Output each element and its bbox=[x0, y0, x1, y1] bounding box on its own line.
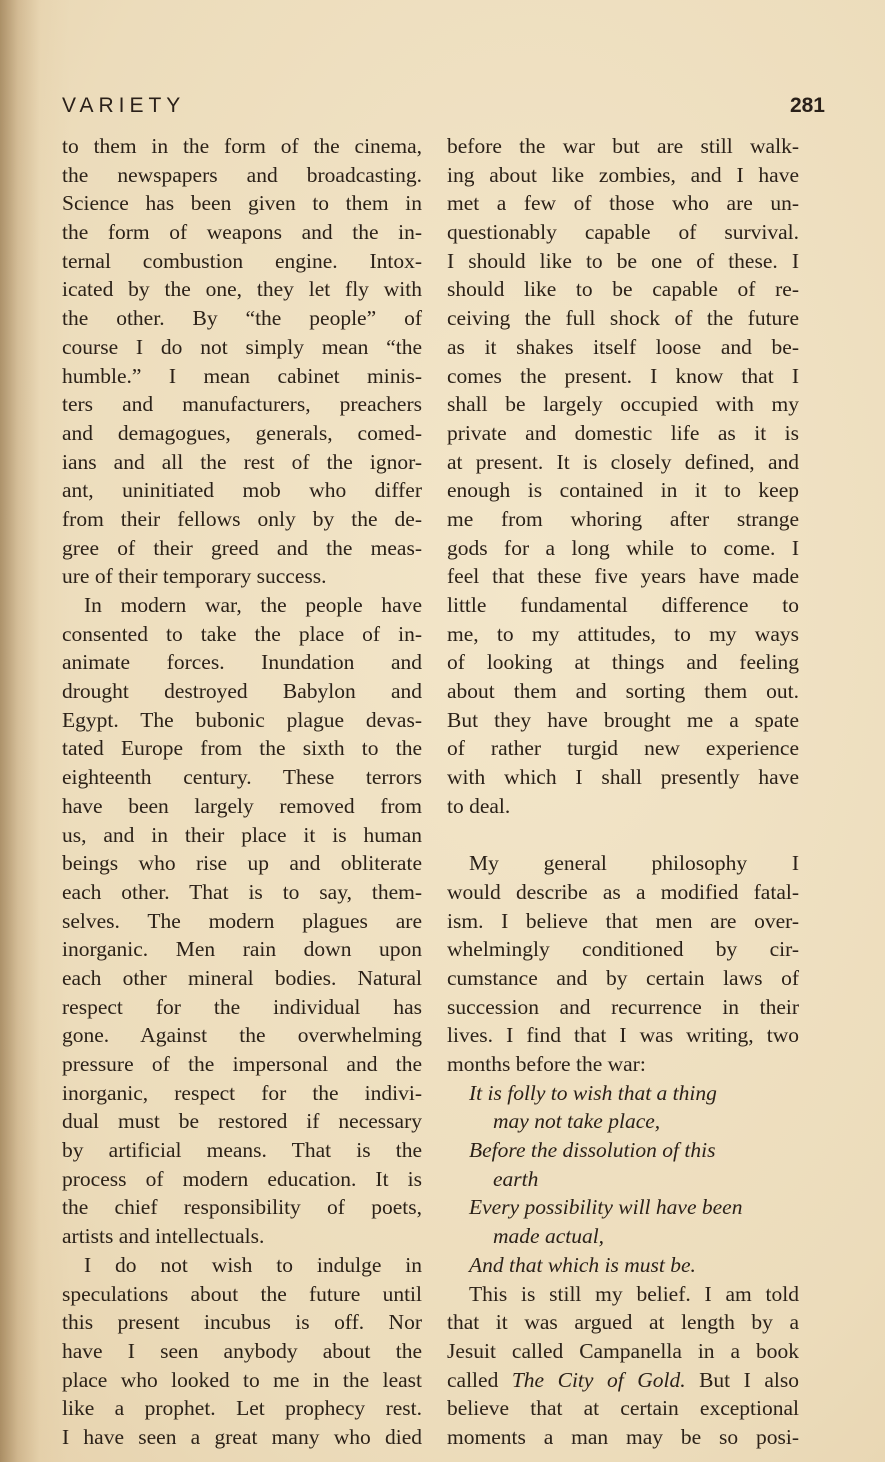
text-line: each other. That is to say, them- bbox=[62, 879, 422, 904]
text-line: inorganic, respect for the indivi- bbox=[62, 1080, 422, 1105]
text-line: whelmingly conditioned by cir- bbox=[447, 937, 799, 962]
text-line: ism. I believe that men are over- bbox=[447, 908, 799, 933]
text-line: I do not wish to indulge in bbox=[84, 1252, 422, 1277]
text-line: ians and all the rest of the ignor- bbox=[62, 449, 422, 474]
text-line: cumstance and by certain laws of bbox=[447, 965, 799, 990]
text-line: gree of their greed and the meas- bbox=[62, 535, 422, 560]
text-line: This is still my belief. I am told bbox=[469, 1281, 799, 1306]
text-line: each other mineral bodies. Natural bbox=[62, 965, 422, 990]
text-line: course I do not simply mean “the bbox=[62, 334, 422, 359]
text-line: ters and manufacturers, preachers bbox=[62, 392, 422, 417]
text-line: of looking at things and feeling bbox=[447, 650, 799, 675]
text-line: made actual, bbox=[493, 1224, 605, 1249]
text-line: I have seen a great many who died bbox=[62, 1424, 422, 1449]
right-column bbox=[447, 132, 799, 1452]
text-line: me from whoring after strange bbox=[447, 506, 799, 531]
text-line bbox=[447, 821, 799, 850]
text-line: private and domestic life as it is bbox=[447, 420, 799, 445]
text-line: questionably capable of survival. bbox=[447, 220, 799, 245]
text-line: as it shakes itself loose and be- bbox=[447, 334, 799, 359]
text-line: consented to take the place of in- bbox=[62, 621, 422, 646]
text-line: to them in the form of the cinema, bbox=[62, 134, 422, 158]
text-line: And that which is must be. bbox=[469, 1252, 696, 1277]
text-line: Before the dissolution of this bbox=[469, 1138, 716, 1163]
text-line: the newspapers and broadcasting. bbox=[62, 162, 422, 187]
text-line: inorganic. Men rain down upon bbox=[62, 937, 422, 962]
text-line: like a prophet. Let prophecy rest. bbox=[62, 1396, 422, 1421]
page-number: 281 bbox=[789, 94, 825, 117]
text-line: that it was argued at length by a bbox=[447, 1310, 799, 1335]
text-line: respect for the individual has bbox=[62, 994, 422, 1019]
text-line: ure of their temporary success. bbox=[62, 564, 327, 589]
text-line: should like to be capable of re- bbox=[447, 277, 799, 302]
text-line: humble.” I mean cabinet minis- bbox=[62, 363, 422, 388]
text-line: Every possibility will have been bbox=[469, 1195, 743, 1220]
text-line: Egypt. The bubonic plague devas- bbox=[62, 707, 422, 732]
text-line: met a few of those who are un- bbox=[447, 191, 799, 216]
text-line: of rather turgid new experience bbox=[447, 736, 799, 761]
text-line: beings who rise up and obliterate bbox=[62, 851, 422, 876]
text-line: about them and sorting them out. bbox=[447, 679, 799, 704]
text-line: gods for a long while to come. I bbox=[447, 535, 799, 560]
text-line: and demagogues, generals, comed- bbox=[62, 420, 422, 445]
text-line: called The City of Gold. But I also bbox=[447, 1367, 799, 1392]
text-line: would describe as a modified fatal- bbox=[447, 879, 799, 904]
text-line: with which I shall presently have bbox=[447, 765, 799, 790]
text-line: earth bbox=[493, 1166, 539, 1191]
text-line: lives. I find that I was writing, two bbox=[447, 1023, 799, 1048]
text-line: believe that at certain exceptional bbox=[447, 1396, 799, 1421]
text-line: at present. It is closely defined, and bbox=[447, 449, 799, 474]
text-line: process of modern education. It is bbox=[62, 1166, 422, 1191]
book-title: The City of Gold. bbox=[511, 1367, 686, 1392]
text-line: gone. Against the overwhelming bbox=[62, 1023, 422, 1048]
text-line: I should like to be one of these. I bbox=[447, 248, 799, 273]
text-line: comes the present. I know that I bbox=[447, 363, 799, 388]
text-line: this present incubus is off. Nor bbox=[62, 1310, 422, 1335]
text-line: Science has been given to them in bbox=[62, 191, 422, 216]
text-line: enough is contained in it to keep bbox=[447, 478, 799, 503]
text-line: the form of weapons and the in- bbox=[62, 220, 422, 245]
text-line: the other. By “the people” of bbox=[62, 306, 422, 331]
text-line: animate forces. Inundation and bbox=[62, 650, 422, 675]
text-line: shall be largely occupied with my bbox=[447, 392, 799, 417]
text-line: feel that these five years have made bbox=[447, 564, 799, 589]
text-line: us, and in their place it is human bbox=[62, 822, 422, 847]
text-line: me, to my attitudes, to my ways bbox=[447, 621, 799, 646]
text-line: moments a man may be so posi- bbox=[447, 1424, 799, 1449]
text-line: drought destroyed Babylon and bbox=[62, 679, 422, 704]
text-line: My general philosophy I bbox=[469, 851, 799, 876]
text-line: But they have brought me a spate bbox=[447, 707, 799, 732]
text-line: may not take place, bbox=[493, 1109, 661, 1134]
text-line: have been largely removed from bbox=[62, 793, 422, 818]
text-line: dual must be restored if necessary bbox=[62, 1109, 422, 1134]
text-line: ternal combustion engine. Intox- bbox=[62, 248, 422, 273]
text-line: ing about like zombies, and I have bbox=[447, 162, 799, 187]
text-line: before the war but are still walk- bbox=[447, 134, 799, 158]
text-line: little fundamental difference to bbox=[447, 593, 799, 617]
text-line: It is folly to wish that a thing bbox=[469, 1080, 717, 1105]
text-line: eighteenth century. These terrors bbox=[62, 765, 422, 790]
text-line: place who looked to me in the least bbox=[62, 1367, 422, 1392]
text-line: succession and recurrence in their bbox=[447, 994, 799, 1019]
text-line: icated by the one, they let fly with bbox=[62, 277, 422, 302]
text-line: tated Europe from the sixth to the bbox=[62, 736, 422, 761]
text-line: ant, uninitiated mob who differ bbox=[62, 478, 422, 503]
text-line: the chief responsibility of poets, bbox=[62, 1195, 422, 1220]
left-column bbox=[62, 132, 422, 1452]
section-title: VARIETY bbox=[62, 94, 186, 117]
text-line: from their fellows only by the de- bbox=[62, 506, 422, 531]
text-line: speculations about the future until bbox=[62, 1281, 422, 1306]
text-line: selves. The modern plagues are bbox=[62, 908, 422, 933]
text-line: Jesuit called Campanella in a book bbox=[447, 1338, 799, 1363]
text-line: artists and intellectuals. bbox=[62, 1224, 265, 1249]
text-line: months before the war: bbox=[447, 1052, 646, 1076]
text-line: ceiving the full shock of the future bbox=[447, 306, 799, 331]
running-head bbox=[62, 94, 825, 128]
text-line: to deal. bbox=[447, 793, 511, 818]
text-line: pressure of the impersonal and the bbox=[62, 1052, 422, 1076]
text-line: In modern war, the people have bbox=[84, 593, 422, 617]
text-line: have I seen anybody about the bbox=[62, 1338, 422, 1363]
text-line: by artificial means. That is the bbox=[62, 1138, 422, 1163]
